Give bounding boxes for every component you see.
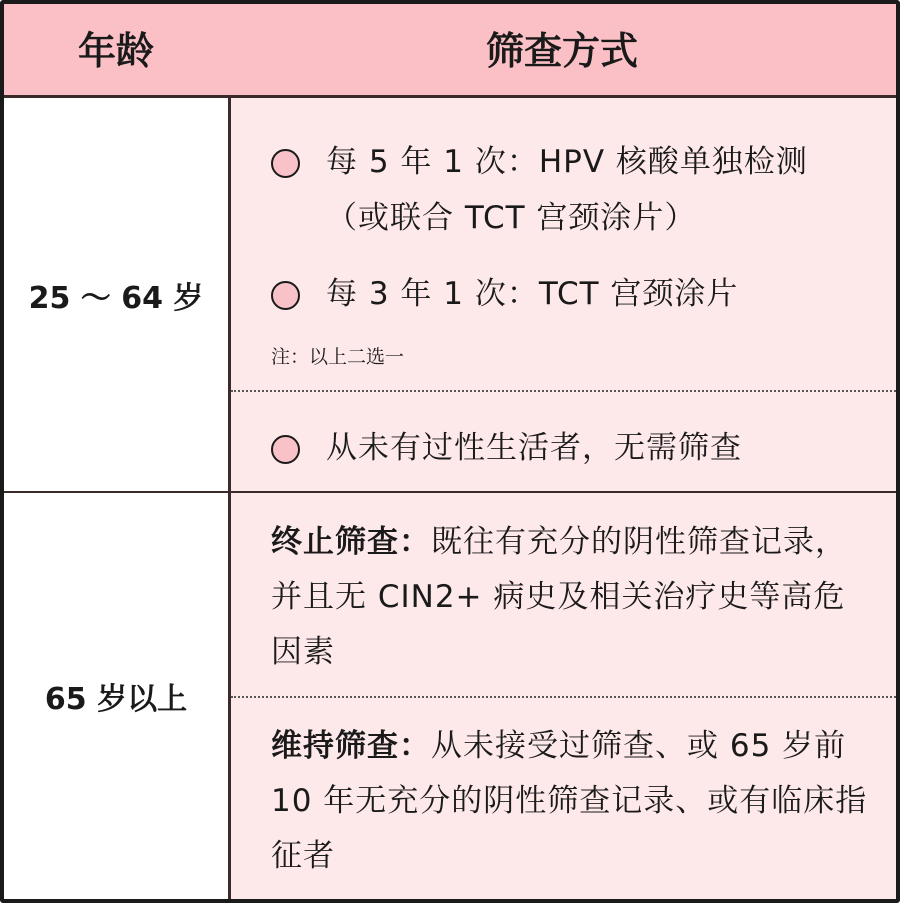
table-header — [4, 4, 896, 98]
keep-screening-text — [271, 719, 871, 884]
note-text: 注：以上二选一 — [271, 346, 405, 368]
item-text: 每 5 年 1 次：HPV 核酸单独检测 — [326, 144, 808, 180]
list-item — [271, 268, 738, 313]
method-cell-65-plus — [228, 493, 896, 899]
dotted-divider — [231, 696, 896, 698]
header-age: 年龄 — [77, 29, 154, 73]
age-cell-65-plus: 65 岁以上 — [44, 682, 188, 717]
item-text-continued: （或联合 TCT 宫颈涂片） — [326, 200, 697, 236]
stop-screening-text — [271, 515, 871, 680]
item-text: 从未有过性生活者，无需筛查 — [326, 430, 742, 466]
bullet-circle-icon — [271, 149, 300, 178]
stop-desc: 既往有充分的阴性筛查记录，并且无 CIN2+ 病史及相关治疗史等高危因素 — [271, 524, 847, 670]
header-method: 筛查方式 — [485, 29, 638, 73]
bullet-circle-icon — [271, 281, 300, 310]
item-text: 每 3 年 1 次：TCT 宫颈涂片 — [326, 276, 739, 312]
list-item — [271, 422, 742, 467]
bullet-circle-icon — [271, 435, 300, 464]
keep-label: 维持筛查： — [271, 728, 431, 764]
age-cell-25-64: 25 ～ 64 岁 — [28, 280, 204, 316]
dotted-divider — [231, 390, 896, 392]
list-item — [271, 136, 808, 181]
stop-label: 终止筛查： — [271, 524, 431, 560]
method-cell-25-64 — [228, 98, 896, 491]
keep-desc: 从未接受过筛查、或 65 岁前 10 年无充分的阴性筛查记录、或有临床指征者 — [271, 728, 868, 874]
